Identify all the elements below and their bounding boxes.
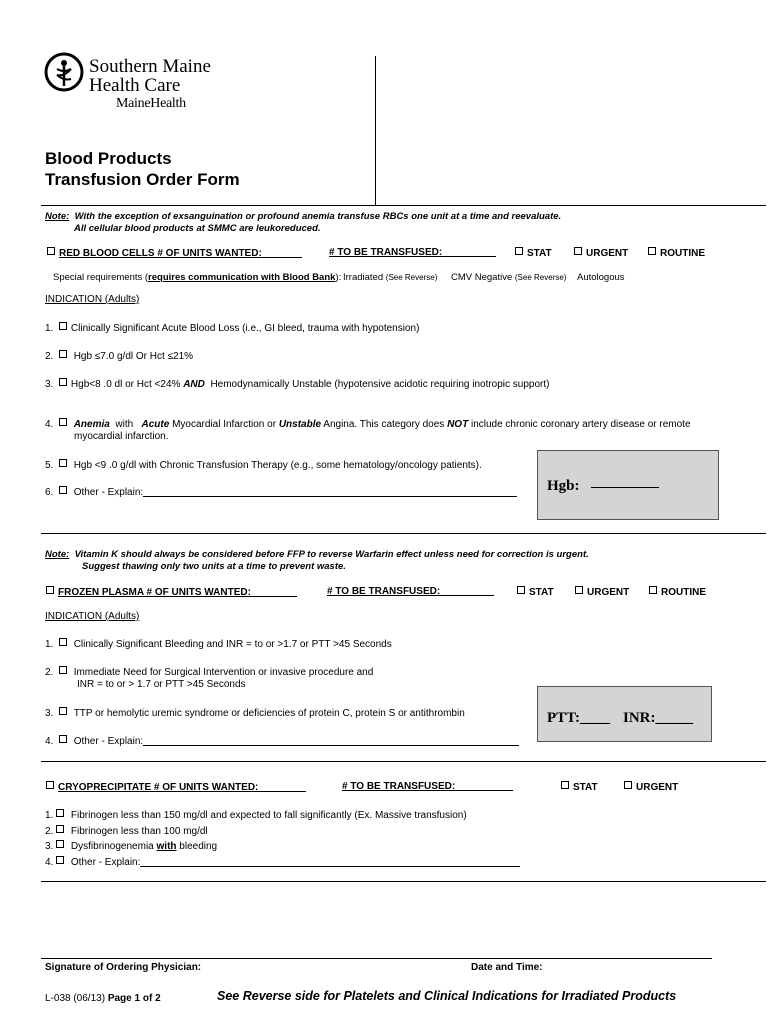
rbc-item-4-mid: Myocardial Infarction or [172,419,277,430]
ffp-transfused-label: # TO BE TRANSFUSED: [327,586,441,597]
ffp-item-3-text: TTP or hemolytic uremic syndrome or deficiencies of protein C, protein S or antithrombin [73,708,465,719]
rbc-item-2[interactable] [45,350,193,362]
cryo-units-label: CRYOPRECIPITATE # OF UNITS WANTED: [58,782,259,793]
cryo-stat[interactable] [561,781,598,793]
ffp-stat-checkbox[interactable] [517,586,525,594]
cryo-item-1-num: 1. [45,810,54,821]
cryo-item-4[interactable] [45,856,520,868]
note1-label: Note: [45,211,70,222]
ffp-item-3[interactable] [45,707,465,719]
note2 [45,549,589,560]
cryo-item-4-text: Other - Explain: [70,857,141,868]
rbc-item-3-and: AND [183,379,205,390]
ffp-item-2-text: Immediate Need for Surgical Intervention or invasive procedure and [73,667,374,678]
ffp-transfused-blank[interactable] [440,595,494,596]
ffp-item-3-checkbox[interactable] [59,707,67,715]
ffp-item-2-line2: INR = to or > 1.7 or PTT >45 Seconds [77,679,246,690]
rbc-indication-heading: INDICATION (Adults) [45,294,140,305]
rbc-item-4-unstable: Unstable [278,419,322,430]
cryo-item-2-num: 2. [45,826,54,837]
rbc-stat-label: STAT [527,248,552,259]
note2-label: Note: [45,549,70,560]
cryo-item-4-checkbox[interactable] [56,856,64,864]
rbc-item-4-mid2: Angina. This category does [323,419,445,430]
rbc-cmv-note: (See Reverse) [514,273,567,282]
rbc-item-4-line2: myocardial infarction. [74,431,169,442]
ffp-section-rule [41,761,766,762]
hgb-label: Hgb: [547,478,580,494]
logo-line2: Health Care [89,75,181,96]
note2-line2: Suggest thawing only two units at a time to prevent waste. [82,561,346,572]
rbc-irradiated-label: Irradiated [343,272,384,283]
rbc-irradiated-note: (See Reverse) [385,273,438,282]
hgb-blank[interactable] [591,487,659,488]
rbc-special-bold: requires communication with Blood Bank [148,272,336,283]
cryo-item-1[interactable] [45,809,467,821]
rbc-item-6[interactable] [45,486,517,498]
cryo-item-3-post: bleeding [179,841,218,852]
rbc-item-3-num: 3. [45,379,54,390]
page-number: Page 1 of 2 [107,993,161,1004]
rbc-cmv[interactable] [451,272,566,283]
rbc-irradiated[interactable] [343,272,437,283]
ffp-urgent-label: URGENT [587,587,630,598]
rbc-item-5-num: 5. [45,460,54,471]
rbc-item-6-num: 6. [45,487,54,498]
cryo-urgent-label: URGENT [636,782,679,793]
note1-line2: All cellular blood products at SMMC are leukoreduced. [74,223,321,234]
cryo-item-1-text: Fibrinogen less than 150 mg/dl and expected to fall significantly (Ex. Massive transfusion) [70,810,467,821]
rbc-item-1-num: 1. [45,323,54,334]
cryo-explain-blank[interactable] [140,866,520,867]
rbc-special-prefix: Special requirements ( [53,272,149,283]
rbc-routine-checkbox[interactable] [648,247,656,255]
rbc-routine[interactable] [648,247,705,259]
rbc-item-1[interactable] [45,322,419,334]
rbc-urgent-checkbox[interactable] [574,247,582,255]
ffp-transfused[interactable] [327,586,494,597]
cryo-transfused-blank[interactable] [455,790,513,791]
rbc-transfused-blank[interactable] [442,256,496,257]
rbc-explain-blank[interactable] [143,496,517,497]
cryo-item-3-num: 3. [45,841,54,852]
rbc-item-3-checkbox[interactable] [59,378,67,386]
rbc-autologous[interactable]: Autologous [577,272,625,283]
cryo-item-1-checkbox[interactable] [56,809,64,817]
note2-line1: Vitamin K should always be considered before FFP to reverse Warfarin effect unless need for correction is urgent. [74,549,589,560]
cryo-transfused[interactable] [342,781,513,792]
cryo-item-2-checkbox[interactable] [56,825,64,833]
cryo-item-3-checkbox[interactable] [56,840,64,848]
rbc-item-6-checkbox[interactable] [59,486,67,494]
ffp-item-1-num: 1. [45,639,54,650]
logo-line1: Southern Maine [89,56,211,77]
rbc-item-5-checkbox[interactable] [59,459,67,467]
rbc-urgent-label: URGENT [586,248,629,259]
rbc-units-label: RED BLOOD CELLS # OF UNITS WANTED: [59,248,262,259]
rbc-checkbox[interactable] [47,247,55,255]
note1-line1: With the exception of exsanguination or profound anemia transfuse RBCs one unit at a time and reevaluate. [74,211,562,222]
ffp-units-row[interactable] [46,586,297,598]
ffp-routine-label: ROUTINE [661,587,706,598]
form-code: L-038 (06/13) [45,993,106,1004]
rbc-item-3-pre: Hgb<8 .0 dl or Hct <24% [70,379,181,390]
rbc-urgent[interactable] [574,247,628,259]
ffp-item-4-text: Other - Explain: [73,736,144,747]
ptt-field[interactable]: PTT:____ [547,710,611,726]
ffp-item-2-num: 2. [45,667,54,678]
header-rule [41,205,766,206]
signature-line[interactable] [41,958,712,959]
note1 [45,211,561,222]
rbc-transfused[interactable] [329,247,496,258]
cryo-stat-label: STAT [573,782,598,793]
cryo-item-3-pre: Dysfibrinogenemia [70,841,154,852]
rbc-routine-label: ROUTINE [660,248,705,259]
cryo-urgent[interactable] [624,781,678,793]
ffp-item-3-num: 3. [45,708,54,719]
logo-line3: MaineHealth [116,96,186,111]
ffp-item-4-checkbox[interactable] [59,735,67,743]
ffp-item-4-num: 4. [45,736,54,747]
form-footer [45,993,161,1004]
rbc-units-blank[interactable] [262,257,302,258]
rbc-item-5[interactable] [45,459,482,471]
page-title-line1: Blood Products [45,149,172,168]
ffp-item-1[interactable] [45,638,392,650]
ffp-urgent-checkbox[interactable] [575,586,583,594]
cryo-checkbox[interactable] [46,781,54,789]
rbc-item-3[interactable] [45,378,550,390]
ffp-item-4[interactable] [45,735,519,747]
ffp-urgent[interactable] [575,586,629,598]
ffp-stat-label: STAT [529,587,554,598]
rbc-cmv-label: CMV Negative [451,272,513,283]
ffp-checkbox[interactable] [46,586,54,594]
rbc-transfused-label: # TO BE TRANSFUSED: [329,247,443,258]
cryo-units-row[interactable] [46,781,306,793]
ffp-item-2[interactable] [45,666,373,678]
rbc-item-4-checkbox[interactable] [59,418,67,426]
rbc-stat[interactable] [515,247,552,259]
rbc-item-6-text: Other - Explain: [73,487,144,498]
ffp-item-2-checkbox[interactable] [59,666,67,674]
rbc-item-3-post: Hemodynamically Unstable (hypotensive acidotic requiring inotropic support) [210,379,550,390]
rbc-item-2-text: Hgb ≤7.0 g/dl Or Hct ≤21% [73,351,194,362]
ffp-item-1-checkbox[interactable] [59,638,67,646]
page-title-line2: Transfusion Order Form [45,170,240,189]
rbc-item-5-text: Hgb <9 .0 g/dl with Chronic Transfusion Therapy (e.g., some hematology/oncology patients). [73,460,482,471]
rbc-item-1-text: Clinically Significant Acute Blood Loss (i.e., GI bleed, trauma with hypotension) [70,323,420,334]
rbc-stat-checkbox[interactable] [515,247,523,255]
rbc-item-4-not: NOT [447,419,469,430]
rbc-item-4[interactable] [45,418,691,430]
rbc-item-4-with: with [115,419,134,430]
cryo-item-2-text: Fibrinogen less than 100 mg/dl [70,826,208,837]
rbc-item-1-checkbox[interactable] [59,322,67,330]
ffp-units-blank[interactable] [251,596,297,597]
smhc-logo-icon [44,52,84,92]
rbc-item-4-acute: Acute [141,419,170,430]
cryo-item-3[interactable] [45,840,217,852]
datetime-label: Date and Time: [471,962,543,973]
rbc-units-row[interactable] [47,247,302,259]
reverse-note: See Reverse side for Platelets and Clinical Indications for Irradiated Products [217,989,677,1003]
header-divider [375,56,376,205]
rbc-section-rule [41,533,766,534]
hgb-field[interactable] [547,478,659,495]
ffp-explain-blank[interactable] [143,745,519,746]
rbc-special-suffix: ): [335,272,342,283]
ffp-stat[interactable] [517,586,554,598]
ffp-indication-heading: INDICATION (Adults) [45,611,140,622]
rbc-special [53,272,341,283]
ffp-routine[interactable] [649,586,706,598]
cryo-item-2[interactable] [45,825,208,837]
ffp-units-label: FROZEN PLASMA # OF UNITS WANTED: [58,587,251,598]
cryo-stat-checkbox[interactable] [561,781,569,789]
cryo-section-rule [41,881,766,882]
signature-label: Signature of Ordering Physician: [45,962,202,973]
rbc-item-2-num: 2. [45,351,54,362]
cryo-urgent-checkbox[interactable] [624,781,632,789]
cryo-units-blank[interactable] [258,791,306,792]
rbc-item-2-checkbox[interactable] [59,350,67,358]
rbc-item-4-num: 4. [45,419,54,430]
cryo-item-4-num: 4. [45,857,54,868]
cryo-item-3-with: with [156,841,177,852]
inr-field[interactable]: INR:_____ [623,710,693,726]
ffp-item-1-text: Clinically Significant Bleeding and INR = to or >1.7 or PTT >45 Seconds [73,639,392,650]
rbc-item-4-post: include chronic coronary artery disease or remote [470,419,691,430]
ffp-routine-checkbox[interactable] [649,586,657,594]
rbc-item-4-anemia: Anemia [73,419,110,430]
cryo-transfused-label: # TO BE TRANSFUSED: [342,781,456,792]
